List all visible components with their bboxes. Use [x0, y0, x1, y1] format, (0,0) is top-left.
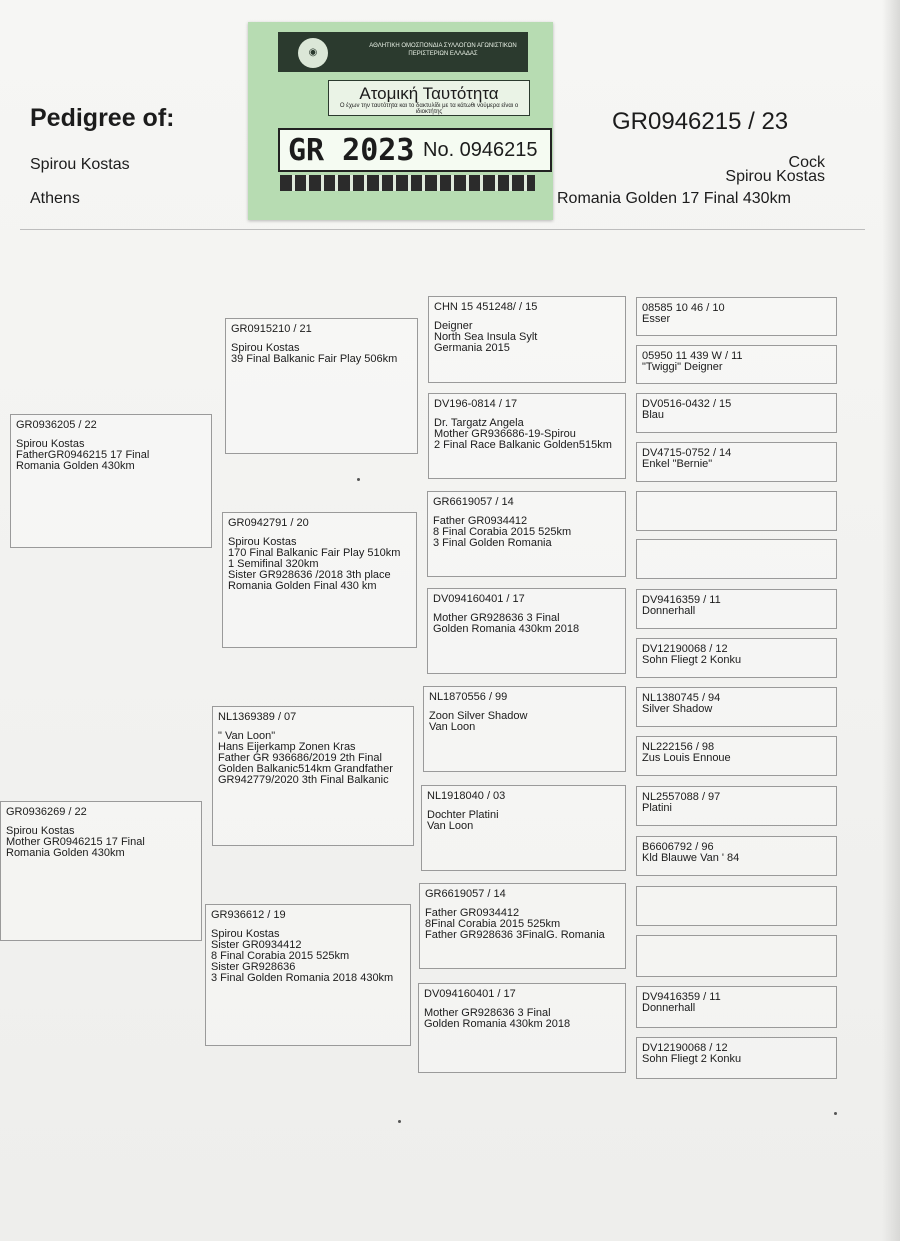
box-g11	[636, 786, 837, 826]
ring-id: DV094160401 / 17	[424, 988, 516, 1000]
box-g12	[636, 836, 837, 876]
ring-id: DV12190068 / 12	[642, 643, 728, 655]
ring-number-box	[278, 128, 552, 172]
box-g10	[636, 736, 837, 776]
box-gs1	[225, 318, 418, 454]
header-left	[30, 104, 174, 133]
box-detail: Spirou Kostas FatherGR0946215 17 Final Romania Golden 430km	[16, 438, 150, 472]
box-detail: Enkel "Bernie"	[642, 458, 713, 470]
meta-right	[725, 156, 825, 184]
ring-id: NL222156 / 98	[642, 741, 715, 753]
box-ggs4	[419, 883, 626, 969]
box-detail: Donnerhall	[642, 1002, 696, 1014]
box-g1	[636, 297, 837, 336]
box-detail: Sohn Fliegt 2 Konku	[642, 654, 742, 666]
box-ggs1	[428, 296, 626, 383]
header-divider	[20, 229, 865, 230]
box-ggs2	[427, 491, 626, 577]
ring-id: 05950 11 439 W / 11	[642, 350, 743, 362]
speck	[398, 1120, 401, 1123]
box-detail: Kld Blauwe Van ' 84	[642, 852, 740, 864]
box-detail: Blau	[642, 409, 665, 421]
ring-number-top: GR0946215 / 23	[612, 108, 789, 135]
breeder: Spirou Kostas	[725, 168, 825, 185]
box-gd2	[205, 904, 411, 1046]
box-g8	[636, 638, 837, 678]
box-g15	[636, 986, 837, 1028]
box-detail: Father GR0934412 8 Final Corabia 2015 525km 3 Final Golden Romania	[433, 515, 572, 549]
owner-name: Spirou Kostas	[30, 156, 130, 173]
box-detail: Dochter Platini Van Loon	[427, 809, 499, 832]
box-ggd3	[421, 785, 626, 871]
ring-id: B6606792 / 96	[642, 841, 714, 853]
box-ggd4	[418, 983, 626, 1073]
box-detail: Zoon Silver Shadow Van Loon	[429, 710, 528, 733]
ring-id: DV0516-0432 / 15	[642, 398, 732, 410]
box-g6-empty	[636, 539, 837, 579]
box-detail: Spirou Kostas Mother GR0946215 17 Final Romania Golden 430km	[6, 825, 145, 859]
ring-id: NL1918040 / 03	[427, 790, 506, 802]
final-text: Romania Golden 17 Final 430km	[557, 190, 791, 207]
box-detail: Father GR0934412 8Final Corabia 2015 525km Father GR928636 3FinalG. Romania	[425, 907, 605, 941]
ring-id: GR0915210 / 21	[231, 323, 312, 335]
box-g4	[636, 442, 837, 482]
box-dam	[0, 801, 202, 941]
card-header	[278, 32, 528, 72]
card-title-box	[328, 80, 530, 116]
ring-id: GR0936269 / 22	[6, 806, 87, 818]
box-sire	[10, 414, 212, 548]
federation-name: ΑΘΛΗΤΙΚΗ ΟΜΟΣΠΟΝΔΙΑ ΣΥΛΛΟΓΩΝ ΑΓΩΝΙΣΤΙΚΩΝ ΠΕΡΙΣΤΕΡΙΩΝ ΕΛΛΑΔΑΣ	[369, 43, 517, 57]
ring-pattern-strip	[280, 175, 535, 191]
box-detail: Mother GR928636 3 Final Golden Romania 430km 2018	[424, 1007, 571, 1030]
box-detail: Silver Shadow	[642, 703, 713, 715]
ring-id: 08585 10 46 / 10	[642, 302, 725, 314]
box-g7	[636, 589, 837, 629]
box-detail: " Van Loon" Hans Eijerkamp Zonen Kras Father GR 936686/2019 2th Final Golden Balkanic514km Grandfather GR942779/2020 3th Final Balkanic	[218, 730, 393, 786]
ring-id: DV094160401 / 17	[433, 593, 525, 605]
card-title: Ατομική Ταυτότητα	[359, 84, 499, 103]
page-edge-shadow	[882, 0, 900, 1241]
box-g13-empty	[636, 886, 837, 926]
ring-id: GR6619057 / 14	[425, 888, 506, 900]
ring-id: DV4715-0752 / 14	[642, 447, 732, 459]
owner-city: Athens	[30, 190, 80, 207]
ring-id: NL2557088 / 97	[642, 791, 721, 803]
pedigree-title: Pedigree of:	[30, 104, 175, 132]
box-detail: Spirou Kostas Sister GR0934412 8 Final Corabia 2015 525km Sister GR928636 3 Final Golden Romania 2018 430km	[211, 928, 394, 984]
box-detail: Donnerhall	[642, 605, 696, 617]
box-detail: Sohn Fliegt 2 Konku	[642, 1053, 742, 1065]
ring-id: DV196-0814 / 17	[434, 398, 518, 410]
ring-id: NL1380745 / 94	[642, 692, 721, 704]
ring-id: GR6619057 / 14	[433, 496, 514, 508]
box-g9	[636, 687, 837, 727]
box-g16	[636, 1037, 837, 1079]
ring-id: GR0942791 / 20	[228, 517, 309, 529]
ring-id: GR0936205 / 22	[16, 419, 97, 431]
speck	[834, 1112, 837, 1115]
box-ggs3	[423, 686, 626, 772]
box-gd1	[222, 512, 417, 648]
ring-id: GR936612 / 19	[211, 909, 286, 921]
box-detail: "Twiggi" Deigner	[642, 361, 723, 373]
box-detail: Deigner North Sea Insula Sylt Germania 2015	[434, 320, 538, 354]
box-g14-empty	[636, 935, 837, 977]
card-subtitle: Ο έχων την ταυτότητα και το δακτυλίδι με τα κάτωθι νούμερα είναι ο ιδιοκτήτης	[339, 103, 519, 115]
box-g5-empty	[636, 491, 837, 531]
ring-card	[248, 22, 553, 220]
ring-id: DV12190068 / 12	[642, 1042, 728, 1054]
box-ggd2	[427, 588, 626, 674]
ring-id: NL1870556 / 99	[429, 691, 508, 703]
ring-id: DV9416359 / 11	[642, 594, 721, 606]
ring-no: No. 0946215	[423, 139, 538, 161]
box-detail: Zus Louis Ennoue	[642, 752, 731, 764]
ring-year: GR 2023	[288, 133, 415, 168]
box-detail: Dr. Targatz Angela Mother GR936686-19-Spirou 2 Final Race Balkanic Golden515km	[434, 417, 612, 451]
box-detail: Esser	[642, 313, 671, 325]
speck	[357, 478, 360, 481]
ring-id: DV9416359 / 11	[642, 991, 721, 1003]
box-g3	[636, 393, 837, 433]
box-gs2	[212, 706, 414, 846]
box-detail: Mother GR928636 3 Final Golden Romania 430km 2018	[433, 612, 580, 635]
box-detail: Platini	[642, 802, 672, 814]
ring-id: CHN 15 451248/ / 15	[434, 301, 538, 313]
box-g2	[636, 345, 837, 384]
box-detail: Spirou Kostas 39 Final Balkanic Fair Play 506km	[231, 342, 398, 365]
ring-id: NL1369389 / 07	[218, 711, 297, 723]
federation-logo-icon: ◉	[298, 38, 328, 68]
sex: Cock	[788, 154, 825, 171]
box-detail: Spirou Kostas 170 Final Balkanic Fair Play 510km 1 Semifinal 320km Sister GR928636 /2018 3th place Romania Golden Final 430 km	[228, 536, 401, 592]
box-ggd1	[428, 393, 626, 479]
